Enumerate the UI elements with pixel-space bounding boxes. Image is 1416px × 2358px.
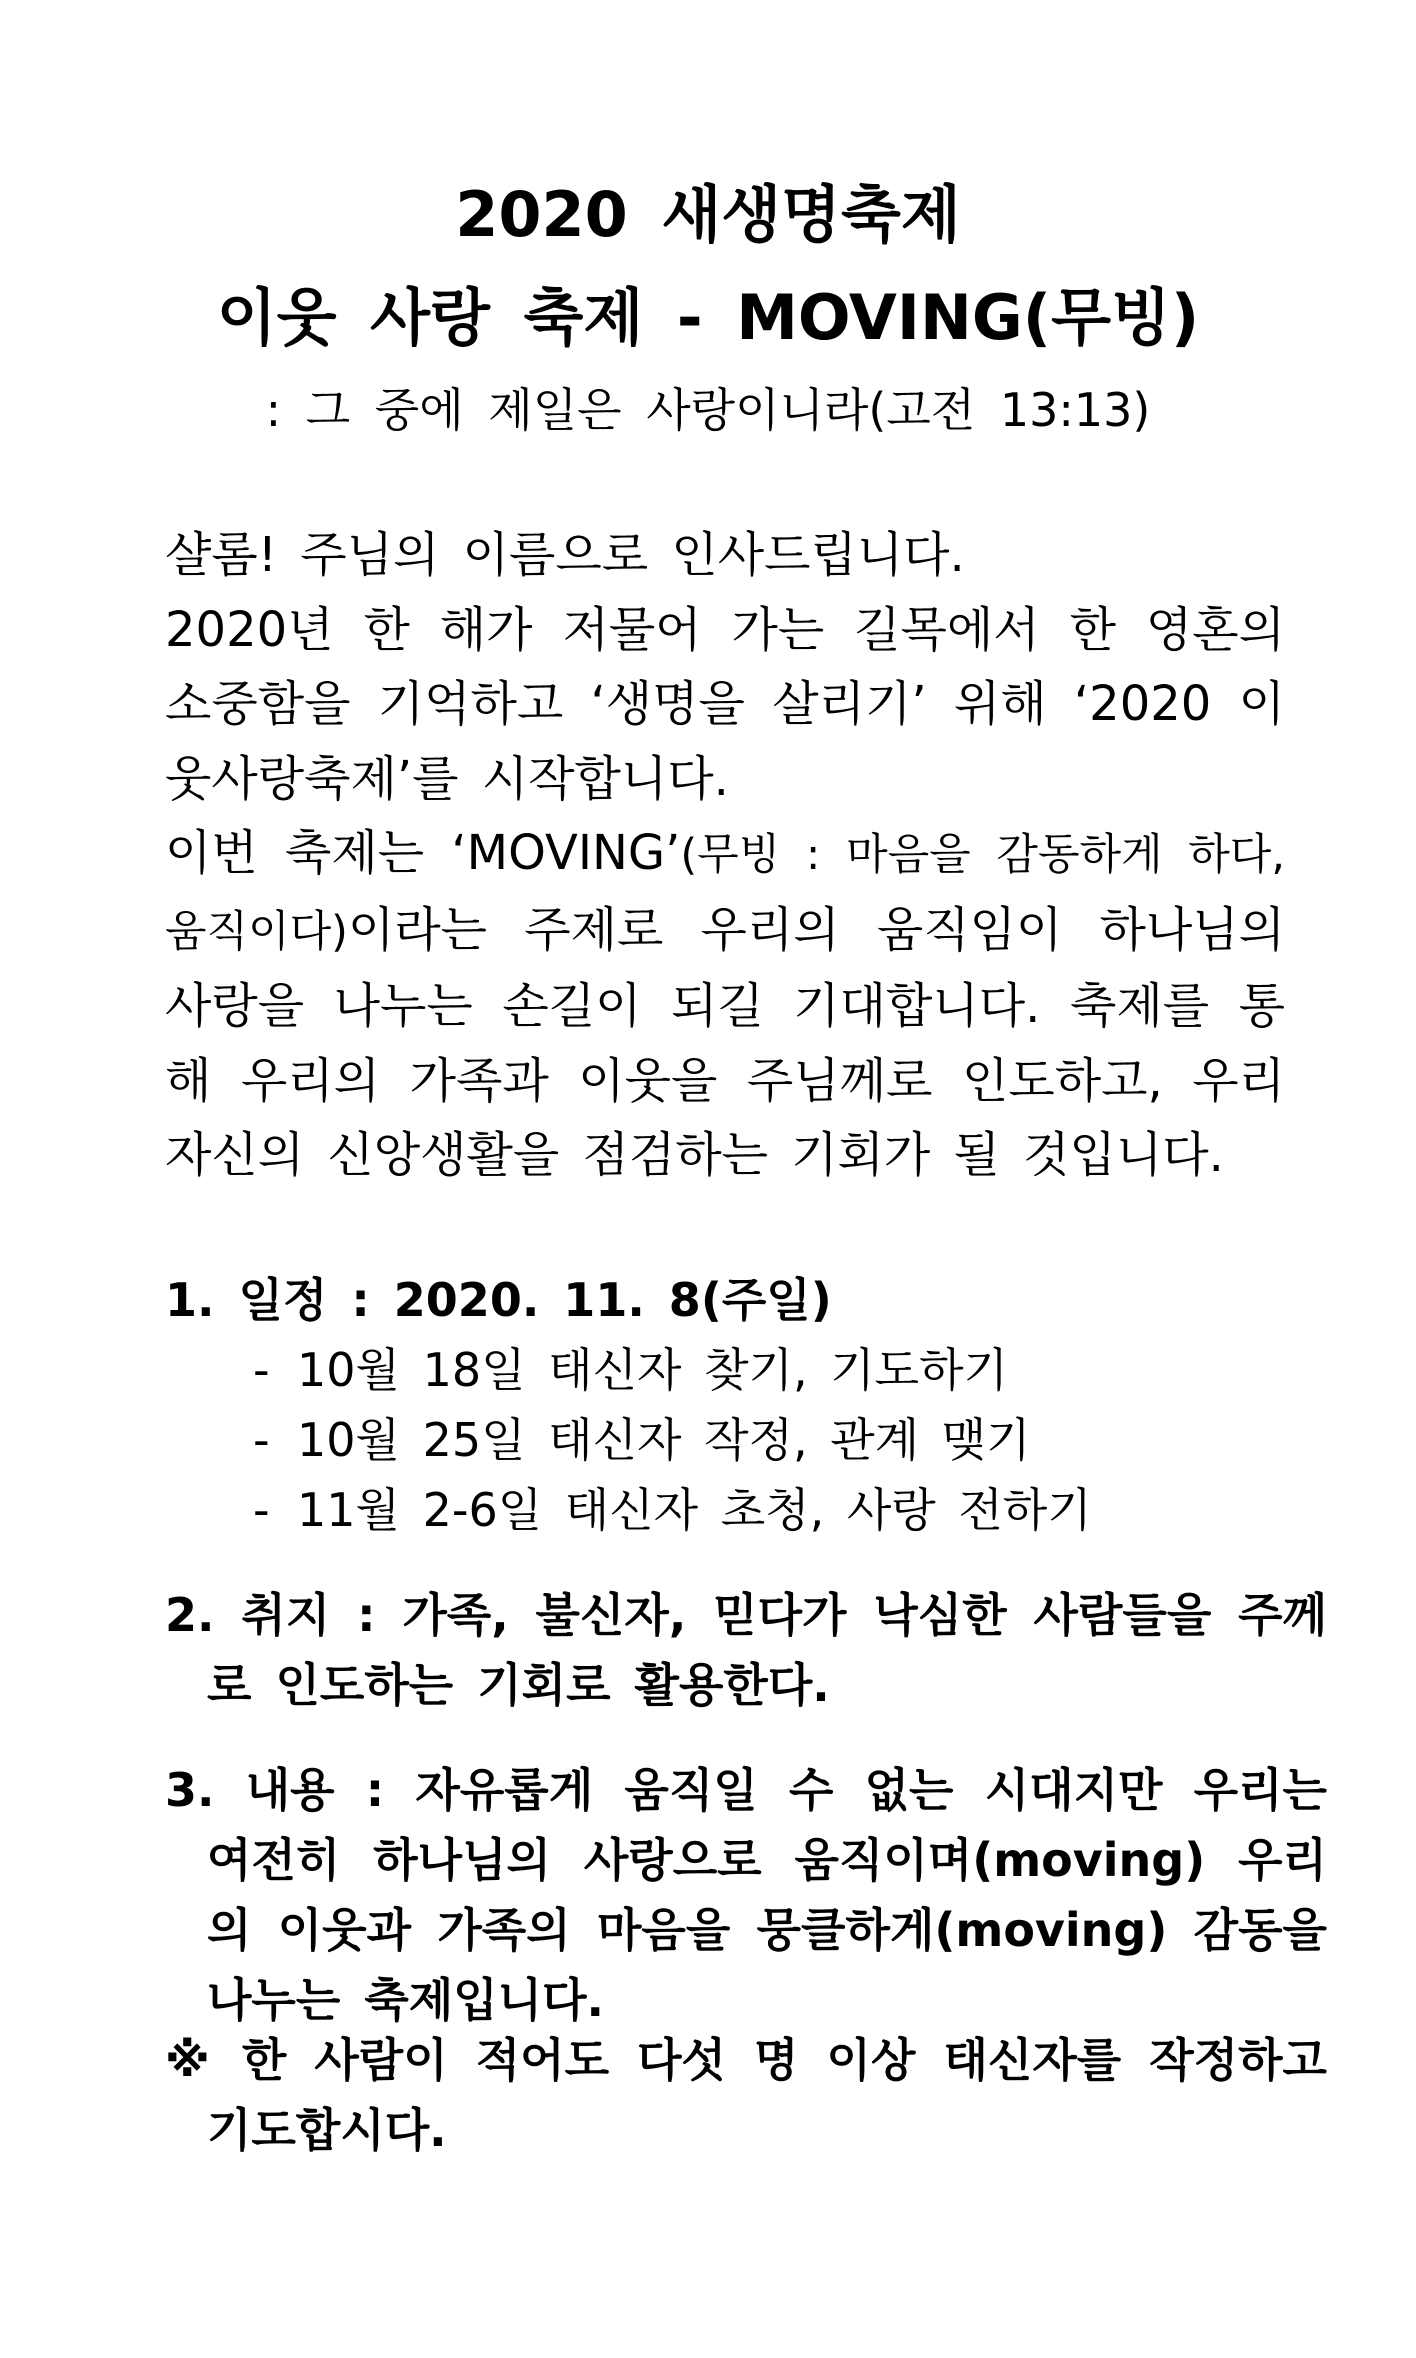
schedule-heading: 1. 일정 : 2020. 11. 8(주일) <box>165 1273 832 1327</box>
bullet-dash: - <box>253 1483 270 1537</box>
theme-paragraph <box>165 816 1285 1193</box>
theme-definition-text: (무빙 : 마음을 감동하게 하다, 움직이다) <box>165 830 1285 957</box>
theme-intro-text: 이번 축제는 ‘MOVING’ <box>165 825 681 881</box>
schedule-item <box>165 1475 1285 1545</box>
prayer-note: ※ 한 사람이 적어도 다섯 명 이상 태신자를 작정하고 기도합시다. <box>165 2033 1327 2157</box>
greeting-line: 샬롬! 주님의 이름으로 인사드립니다. <box>165 527 965 583</box>
schedule-list <box>165 1335 1285 1545</box>
schedule-item <box>165 1335 1285 1405</box>
main-title: 2020 새생명축제 <box>455 178 961 251</box>
bullet-dash: - <box>253 1413 270 1467</box>
bullet-dash: - <box>253 1343 270 1397</box>
schedule-item-text: 10월 25일 태신자 작정, 관계 맺기 <box>297 1413 1031 1467</box>
greeting-section <box>165 518 1285 1193</box>
schedule-item <box>165 1405 1285 1475</box>
content-section: 3. 내용 : 자유롭게 움직일 수 없는 시대지만 우리는 여전히 하나님의 사랑으로 움직이며(moving) 우리의 이웃과 가족의 마음을 뭉클하게(moving) 감동을 나누는 축제입니다. <box>165 1763 1327 2027</box>
theme-body-text: 이라는 주제로 우리의 움직임이 하나님의 사랑을 나누는 손길이 되길 기대합니다. 축제를 통해 우리의 가족과 이웃을 주님께로 인도하고, 우리 자신의 신앙생활을 점검하는 기회가 될 것입니다. <box>165 901 1285 1183</box>
schedule-section <box>165 1265 1285 1545</box>
schedule-item-text: 11월 2-6일 태신자 초청, 사랑 전하기 <box>297 1483 1092 1537</box>
scripture-reference: : 그 중에 제일은 사랑이니라(고전 13:13) <box>265 383 1151 437</box>
purpose-paragraph: 2020년 한 해가 저물어 가는 길목에서 한 영혼의 소중함을 기억하고 ‘생명을 살리기’ 위해 ‘2020 이웃사랑축제’를 시작합니다. <box>165 601 1285 807</box>
sub-title: 이웃 사랑 축제 - MOVING(무빙) <box>216 281 1200 354</box>
schedule-item-text: 10월 18일 태신자 찾기, 기도하기 <box>297 1343 1008 1397</box>
purpose-section: 2. 취지 : 가족, 불신자, 믿다가 낙심한 사람들을 주께로 인도하는 기회로 활용한다. <box>165 1588 1327 1712</box>
